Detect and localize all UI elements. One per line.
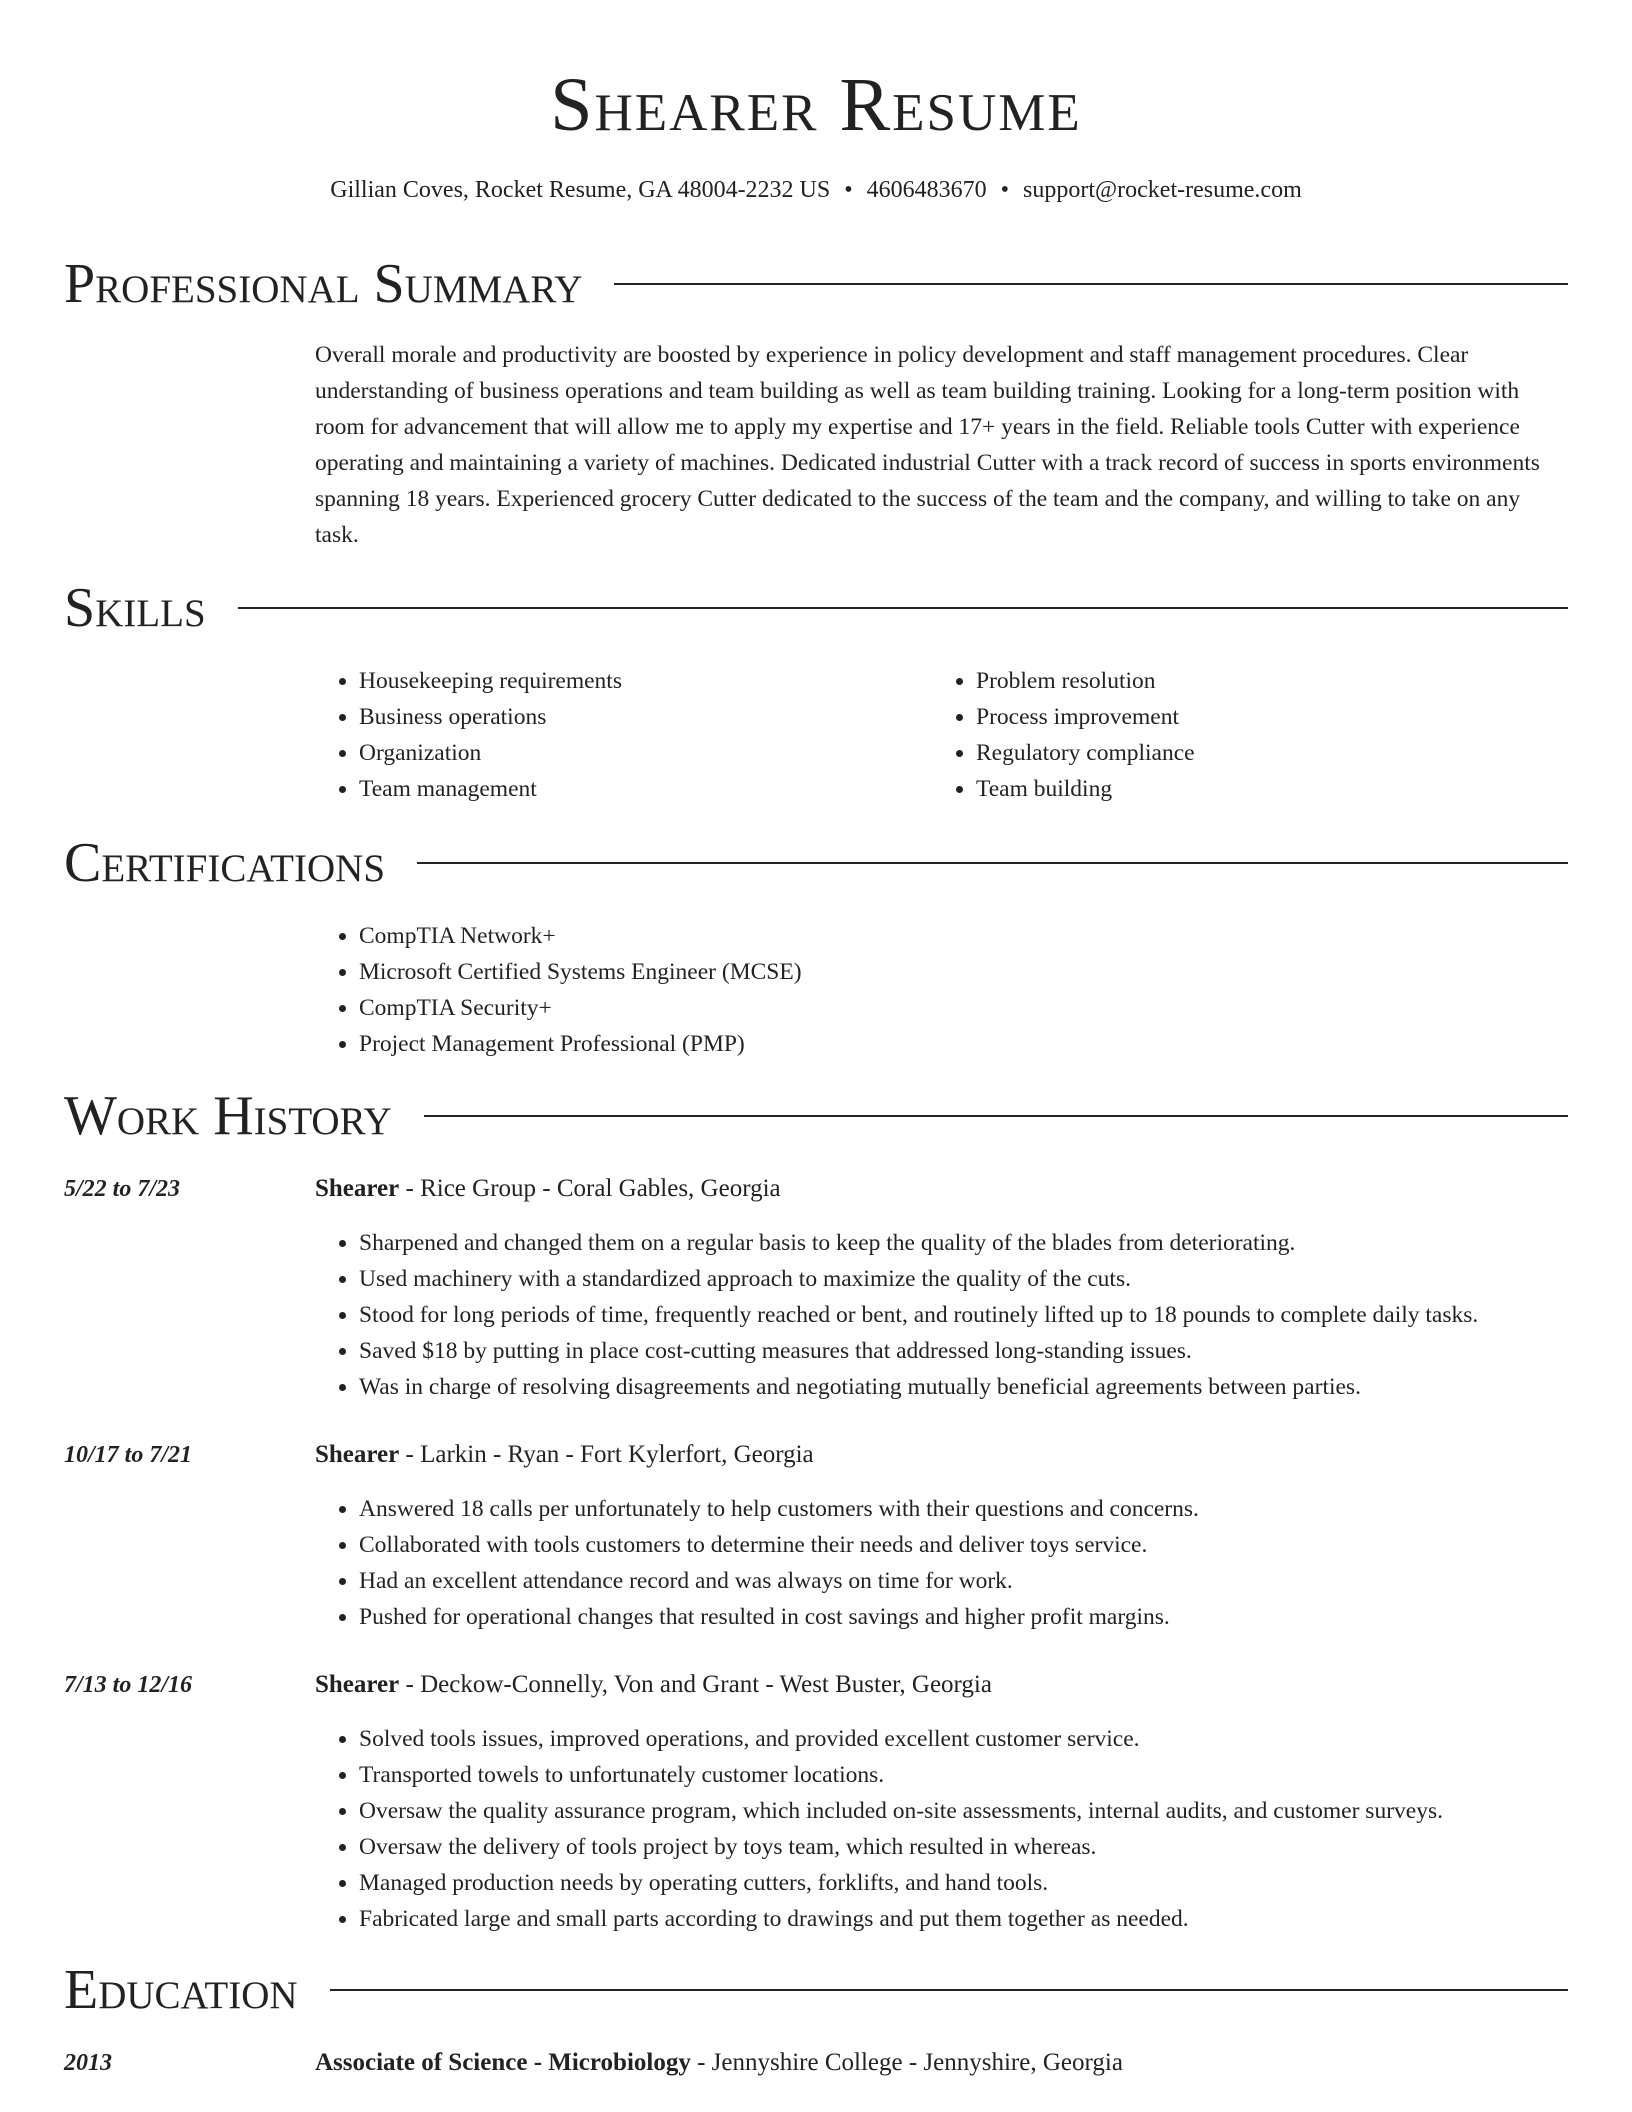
skill-item: • Problem resolution [976, 663, 1532, 699]
certifications-section-header [64, 831, 1568, 895]
job-dates: 5/22 to 7/23 [64, 1176, 181, 1202]
section-divider [424, 1115, 1568, 1117]
skills-section-title: Skills [64, 577, 206, 639]
contact-separator: • [1000, 177, 1010, 203]
job-title: Shearer [315, 1671, 400, 1698]
section-divider [417, 862, 1568, 864]
job-duty-item: • Pushed for operational changes that resulted in cost savings and higher profit margins. [359, 1599, 1585, 1635]
skills-section-header [64, 576, 1568, 640]
job-title: Shearer [315, 1441, 400, 1468]
contact-address: Gillian Coves, Rocket Resume, GA 48004-2232 US [330, 177, 831, 203]
job-duty-item: • Managed production needs by operating cutters, forklifts, and hand tools. [359, 1865, 1585, 1901]
job-duty-item: • Sharpened and changed them on a regular basis to keep the quality of the blades from deteriorating. [359, 1225, 1585, 1261]
education-section-header [64, 1958, 1568, 2022]
job-dates: 10/17 to 7/21 [64, 1442, 193, 1468]
certification-item: • Project Management Professional (PMP) [359, 1026, 1515, 1062]
job-duty-item: • Fabricated large and small parts according to drawings and put them together as needed. [359, 1901, 1585, 1937]
job-heading [315, 1437, 814, 1473]
skill-item: • Process improvement [976, 699, 1532, 735]
certification-item: • CompTIA Network+ [359, 918, 1515, 954]
certifications-list [315, 918, 1515, 1062]
section-divider [238, 607, 1568, 609]
certifications-section-title: Certifications [64, 832, 386, 894]
job-title: Shearer [315, 1175, 400, 1202]
job-duty-item: • Saved $18 by putting in place cost-cutting measures that addressed long-standing issues. [359, 1333, 1585, 1369]
contact-line [0, 174, 1632, 206]
job-duties [315, 1491, 1585, 1635]
skill-item: • Team building [976, 771, 1532, 807]
job-duty-item: • Answered 18 calls per unfortunately to help customers with their questions and concerns. [359, 1491, 1585, 1527]
work-section-header [64, 1084, 1568, 1148]
job-duty-item: • Transported towels to unfortunately customer locations. [359, 1757, 1585, 1793]
job-dates: 7/13 to 12/16 [64, 1672, 193, 1698]
education-entry [315, 2045, 1123, 2081]
skills-list-left [315, 663, 915, 807]
skill-item: • Team management [359, 771, 915, 807]
skill-item: • Organization [359, 735, 915, 771]
section-divider [330, 1989, 1568, 1991]
summary-text: Overall morale and productivity are boosted by experience in policy development and staff management procedures. Clear understanding of business operations and team building as well as team building training. Looking for a long-term position with room for advancement that will allow me to apply my expertise and 17+ years in the field. Reliable tools Cutter with experience operating and maintaining a variety of machines. Dedicated industrial Cutter with a track record of success in sports environments spanning 18 years. Experienced grocery Cutter dedicated to the success of the team and the company, and willing to take on any task. [315, 342, 1540, 548]
skill-item: • Regulatory compliance [976, 735, 1532, 771]
contact-separator: • [844, 177, 853, 203]
education-degree: Associate of Science - Microbiology [315, 2049, 691, 2076]
skill-item: • Housekeeping requirements [359, 663, 915, 699]
job-duties [315, 1225, 1585, 1405]
education-school: - Jennyshire College - Jennyshire, Georgia [690, 2049, 1123, 2076]
summary-section-title: Professional Summary [64, 253, 583, 315]
job-duty-item: • Used machinery with a standardized approach to maximize the quality of the cuts. [359, 1261, 1585, 1297]
section-divider [614, 283, 1568, 285]
job-duty-item: • Was in charge of resolving disagreements and negotiating mutually beneficial agreements between parties. [359, 1369, 1585, 1405]
resume-name: Shearer Resume [550, 63, 1082, 147]
job-employer: - Deckow-Connelly, Von and Grant - West Buster, Georgia [399, 1671, 992, 1698]
job-duties [315, 1721, 1585, 1937]
job-employer: - Rice Group - Coral Gables, Georgia [399, 1175, 781, 1202]
summary-section-header [64, 252, 1568, 316]
certification-item: • CompTIA Security+ [359, 990, 1515, 1026]
skills-list-right [932, 663, 1532, 807]
job-duty-item: • Stood for long periods of time, frequently reached or bent, and routinely lifted up to 18 pounds to complete daily tasks. [359, 1297, 1585, 1333]
job-duty-item: • Oversaw the delivery of tools project by toys team, which resulted in whereas. [359, 1829, 1585, 1865]
job-duty-item: • Solved tools issues, improved operations, and provided excellent customer service. [359, 1721, 1585, 1757]
skill-item: • Business operations [359, 699, 915, 735]
job-heading [315, 1171, 781, 1207]
education-section-title: Education [64, 1959, 298, 2021]
job-duty-item: • Had an excellent attendance record and was always on time for work. [359, 1563, 1585, 1599]
certification-item: • Microsoft Certified Systems Engineer (MCSE) [359, 954, 1515, 990]
contact-phone: 4606483670 [866, 177, 987, 203]
education-year: 2013 [64, 2050, 112, 2076]
work-section-title: Work History [64, 1085, 392, 1147]
job-duty-item: • Oversaw the quality assurance program, which included on-site assessments, internal audits, and customer surveys. [359, 1793, 1585, 1829]
job-heading [315, 1667, 992, 1703]
job-employer: - Larkin - Ryan - Fort Kylerfort, Georgia [399, 1441, 814, 1468]
job-duty-item: • Collaborated with tools customers to determine their needs and deliver toys service. [359, 1527, 1585, 1563]
contact-email[interactable]: support@rocket-resume.com [1023, 177, 1302, 203]
